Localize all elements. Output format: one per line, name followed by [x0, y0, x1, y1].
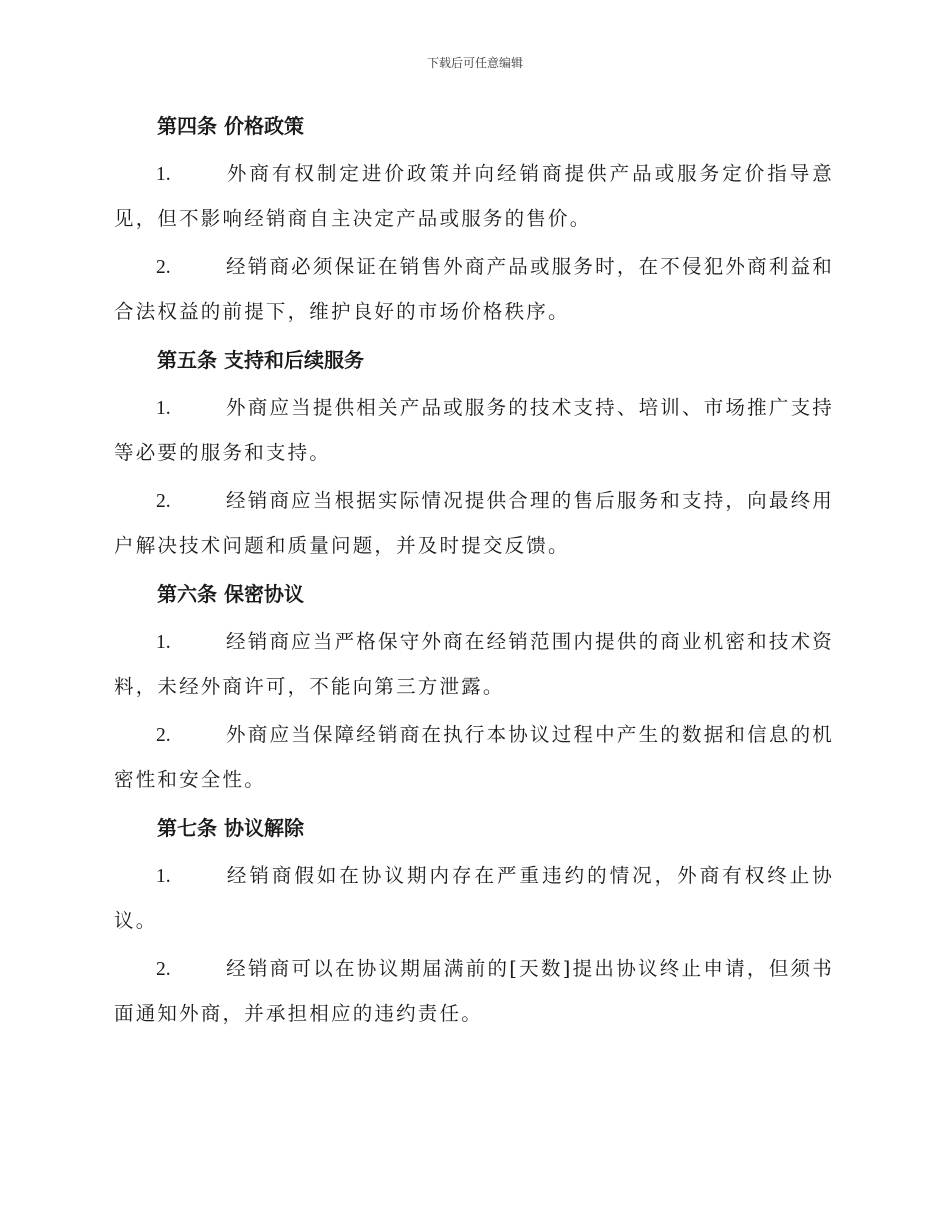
- clause-paragraph: [114, 245, 834, 334]
- clause-number: 1.: [156, 866, 171, 887]
- clause-paragraph: [114, 713, 834, 802]
- clause-number: 2.: [156, 257, 171, 278]
- clause-number: 1.: [156, 164, 171, 185]
- clause-paragraph: [114, 386, 834, 475]
- section-title: 第七条 协议解除: [157, 816, 304, 840]
- clause-text: 经销商应当根据实际情况提供合理的售后服务和支持，向最终用户解决技术问题和质量问题，并及时提交反馈。: [114, 489, 834, 557]
- clause-text: 经销商可以在协议期届满前的[天数]提出协议终止申请，但须书面通知外商，并承担相应的违约责任。: [114, 957, 834, 1025]
- clause-text: 经销商应当严格保守外商在经销范围内提供的商业机密和技术资料，未经外商许可，不能向第三方泄露。: [114, 630, 834, 698]
- clause-text: 外商应当保障经销商在执行本协议过程中产生的数据和信息的机密性和安全性。: [114, 723, 834, 791]
- clause-number: 1.: [156, 398, 171, 419]
- clause-number: 1.: [156, 632, 171, 653]
- clause-text: 外商有权制定进价政策并向经销商提供产品或服务定价指导意见，但不影响经销商自主决定产品或服务的售价。: [114, 162, 834, 230]
- clause-number: 2.: [156, 959, 171, 980]
- section-article-7: [114, 806, 834, 1036]
- clause-paragraph: [114, 152, 834, 241]
- section-article-6: [114, 572, 834, 802]
- clause-paragraph: [114, 620, 834, 709]
- clause-paragraph: [114, 854, 834, 943]
- section-title: 第五条 支持和后续服务: [157, 348, 364, 372]
- clause-text: 外商应当提供相关产品或服务的技术支持、培训、市场推广支持等必要的服务和支持。: [114, 396, 834, 464]
- clause-text: 经销商假如在协议期内存在严重违约的情况，外商有权终止协议。: [114, 864, 834, 932]
- clause-paragraph: [114, 947, 834, 1036]
- section-title: 第四条 价格政策: [157, 114, 304, 138]
- page-header: 下载后可任意编辑: [426, 56, 523, 70]
- section-article-4: [114, 104, 834, 334]
- clause-number: 2.: [156, 725, 171, 746]
- section-title: 第六条 保密协议: [157, 582, 304, 606]
- clause-text: 经销商必须保证在销售外商产品或服务时，在不侵犯外商利益和合法权益的前提下，维护良好的市场价格秩序。: [114, 255, 834, 323]
- clause-paragraph: [114, 479, 834, 568]
- document-body: [114, 104, 834, 1040]
- clause-number: 2.: [156, 491, 171, 512]
- section-article-5: [114, 338, 834, 568]
